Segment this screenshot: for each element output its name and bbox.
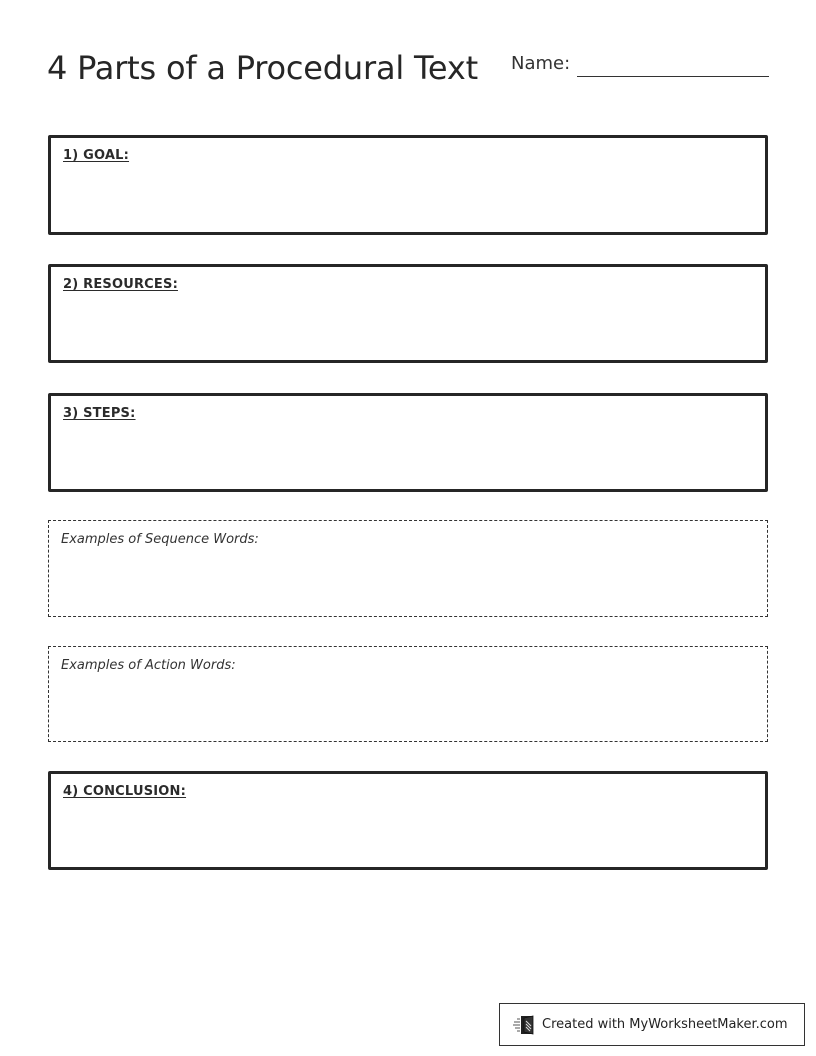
footer-credit-text: Created with MyWorksheetMaker.com bbox=[542, 1016, 788, 1032]
name-input-line[interactable] bbox=[577, 76, 769, 77]
action-words-label: Examples of Action Words: bbox=[61, 658, 236, 673]
name-field[interactable] bbox=[511, 52, 769, 78]
worksheet-title: 4 Parts of a Procedural Text bbox=[47, 49, 478, 87]
conclusion-box[interactable] bbox=[48, 771, 768, 870]
resources-box[interactable] bbox=[48, 264, 768, 363]
steps-box[interactable] bbox=[48, 393, 768, 492]
name-label: Name: bbox=[511, 53, 571, 74]
resources-label: 2) RESOURCES: bbox=[63, 277, 178, 292]
conclusion-label: 4) CONCLUSION: bbox=[63, 784, 187, 799]
action-words-box[interactable] bbox=[48, 646, 768, 742]
goal-box[interactable] bbox=[48, 135, 768, 235]
goal-label: 1) GOAL: bbox=[63, 148, 130, 163]
sequence-words-label: Examples of Sequence Words: bbox=[61, 532, 259, 547]
footer-credit[interactable] bbox=[499, 1003, 805, 1046]
sequence-words-box[interactable] bbox=[48, 520, 768, 617]
worksheet-maker-logo-icon bbox=[513, 1013, 537, 1037]
steps-label: 3) STEPS: bbox=[63, 406, 136, 421]
